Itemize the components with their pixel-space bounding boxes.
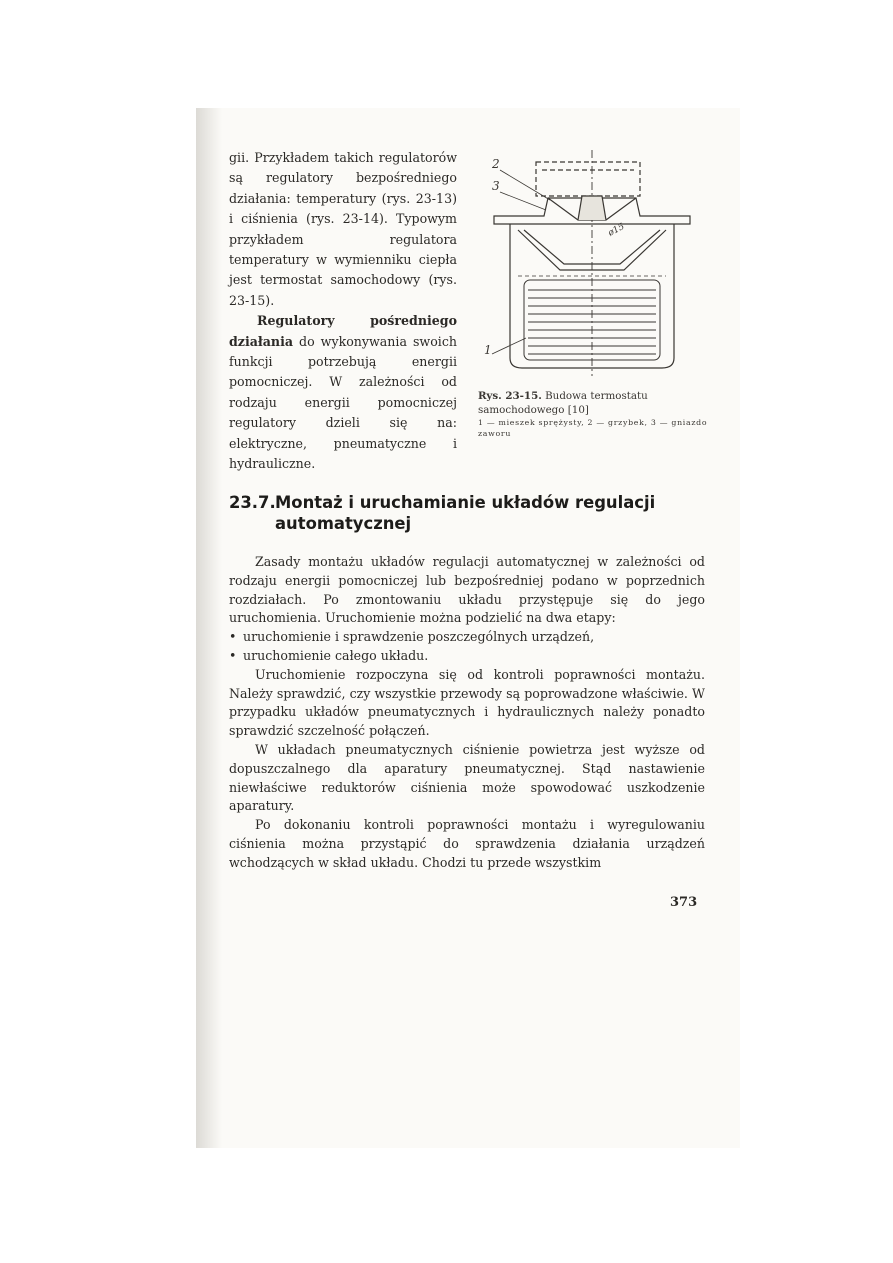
figure-dimension: ø15 [606, 221, 627, 239]
paragraph-indirect-regulators [229, 311, 457, 474]
figure-label-3: 3 [492, 179, 500, 193]
caption-figure-number: Rys. 23-15. [478, 390, 542, 402]
term-indirect-regulators: Regulatory pośredniego działania [229, 313, 457, 349]
figure-label-1: 1 [484, 343, 492, 357]
figure-label-2: 2 [492, 157, 500, 171]
list-item: • uruchomienie całego układu. [229, 647, 705, 666]
left-text-column [229, 148, 457, 475]
valve-head [578, 196, 606, 220]
body-paragraph-4: Po dokonaniu kontroli poprawności montażu i wyregulowaniu ciśnienia można przystąpić do sprawdzenia działania urządzeń wchodzących w skład układu. Chodzi tu przede wszystkim [229, 817, 705, 870]
body-paragraph-2: Uruchomienie rozpoczyna się od kontroli poprawności montażu. Należy sprawdzić, czy wszystkie przewody są poprowadzone właściwie. W przypadku układów pneumatycznych i hydraulicznych należy ponadto sprawdzić szczelność połączeń. [229, 666, 705, 739]
thermostat-figure [478, 150, 706, 382]
leader-1 [492, 338, 526, 354]
body-paragraph-3: W układach pneumatycznych ciśnienie powietrza jest wyższe od dopuszczalnego dla aparatury pneumatycznej. Stąd nastawienie niewłaściwe reduktorów ciśnienia może spowodować uszkodzenie aparatury. [229, 741, 705, 814]
list-item: • uruchomienie i sprawdzenie poszczególnych urządzeń, [229, 628, 705, 647]
section-heading [229, 492, 659, 534]
caption-figure-description: Budowa termostatu samochodowego [10] [478, 390, 648, 416]
section-number: 23.7. [229, 493, 276, 512]
thermostat-drawing [478, 150, 706, 382]
leader-3 [500, 192, 546, 210]
caption-title [478, 390, 708, 417]
section-title-line1: Montaż i uruchamianie układów regulacji [275, 493, 656, 512]
figure-caption [478, 390, 708, 439]
body-text [229, 553, 705, 873]
page-gutter-shadow [196, 108, 222, 1148]
paragraph-intro: gii. Przykładem takich regulatorów są regulatory bezpośredniego działania: temperatury (rys. 23-13) i ciśnienia (rys. 23-14). Typowym przykładem regulatora temperatury w wymienniku ciepła jest termostat samochodowy (rys. 23-15). [229, 150, 457, 308]
leader-2 [500, 170, 550, 200]
stage-list [229, 628, 705, 666]
section-title-line2: automatycznej [275, 514, 412, 533]
page-number: 373 [670, 895, 698, 910]
paragraph-indirect-rest: do wykonywania swoich funkcji potrzebują energii pomocniczej. W zależności od rodzaju energii pomocniczej regulatory dzieli się na: elektryczne, pneumatyczne i hydrauliczne. [229, 333, 457, 472]
valve-dome [536, 162, 640, 196]
body-paragraph-1: Zasady montażu układów regulacji automatycznej w zależności od rodzaju energii pomocniczej lub bezpośredniej podano w poprzednich rozdziałach. Po zmontowaniu układu przystępuje się do jego uruchomienia. Uruchomienie można podzielić na dwa etapy: [229, 554, 705, 626]
caption-legend: 1 — mieszek sprężysty, 2 — grzybek, 3 — gniazdo zaworu [478, 418, 708, 438]
